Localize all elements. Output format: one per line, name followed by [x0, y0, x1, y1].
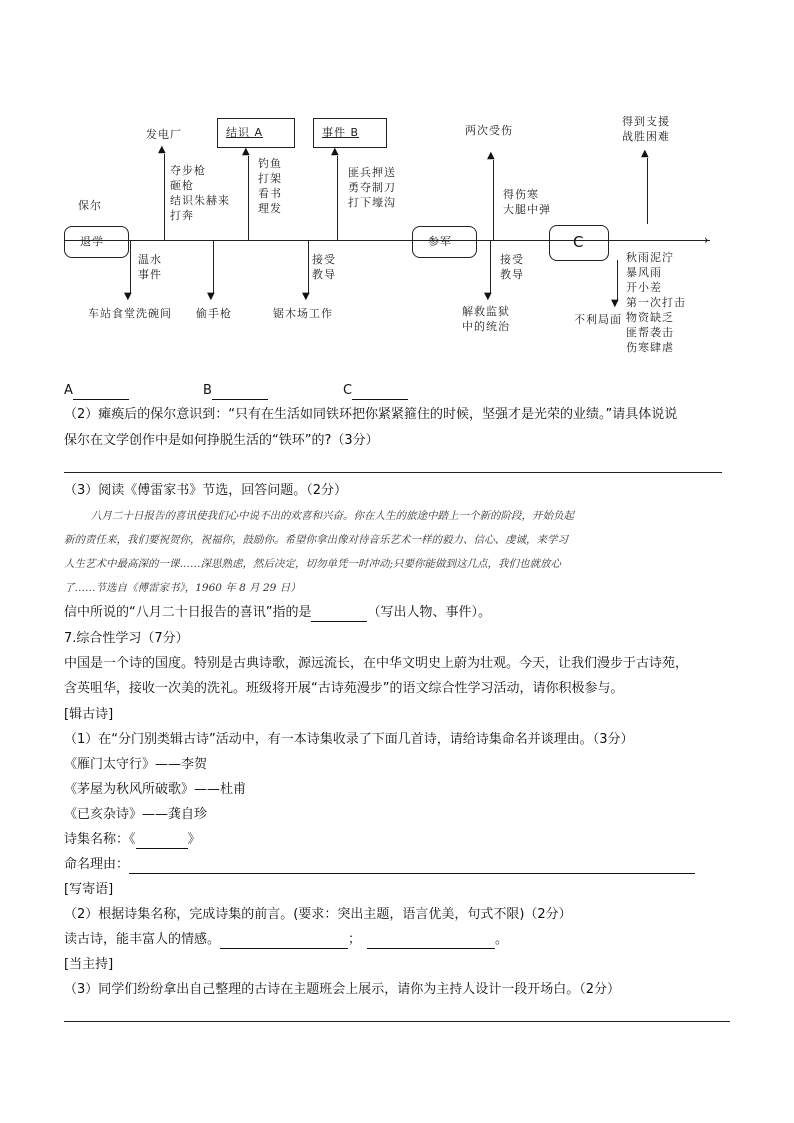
label-paul: 保尔: [78, 199, 102, 212]
arrow-down: [490, 241, 491, 293]
node-army-label: 参军: [428, 235, 452, 248]
label-difficulties: 秋雨泥泞 暴风雨 开小差 第一次打击 物资缺乏 匪帮袭击 伤寒肆虐: [626, 251, 686, 354]
arrow-up-icon: ▲: [331, 146, 339, 157]
preface-row: [64, 931, 508, 949]
label-station: 车站食堂洗碗间: [88, 307, 172, 320]
q3-passage-line3: 人生艺术中最高深的一课……深思熟虑，然后决定，切勿单凭一时冲动;只要你能做到这几点，我们也就放心: [64, 558, 562, 570]
poem-1: 《雁门太守行》——李贺: [64, 757, 208, 772]
q7-section-collect: [辑古诗]: [64, 707, 114, 722]
label-unfavorable: 不利局面: [574, 313, 622, 326]
q7-section-write: [写寄语]: [64, 882, 114, 897]
arrow-up: [647, 158, 648, 224]
arrow-down-icon: ▼: [124, 291, 132, 302]
poem-3: 《已亥杂诗》——龚自珍: [64, 807, 208, 822]
arrow-down: [130, 241, 131, 293]
collection-name-blank[interactable]: [136, 834, 188, 849]
q7-answer-line[interactable]: [64, 1021, 730, 1022]
preface-lead: 读古诗，能丰富人的情感。: [64, 932, 221, 947]
q3-question: [64, 604, 491, 622]
arrow-up-icon: ▲: [487, 150, 495, 161]
arrow-down-icon: ▼: [302, 291, 310, 302]
label-escort: 匪兵押送 勇夺制刀 打下壕沟: [348, 166, 396, 209]
naming-reason-blank[interactable]: [129, 859, 695, 874]
label-injured-twice: 两次受伤: [465, 124, 513, 137]
preface-blank-2[interactable]: [367, 934, 495, 949]
q3-passage-line2: 新的责任来，我们要祝贺你，祝福你，鼓励你。希望你拿出像对待音乐艺术一样的毅力、信心、虔诚，来学习: [64, 534, 568, 546]
preface-separator: ；: [348, 932, 362, 947]
answer-c-blank[interactable]: [352, 385, 408, 400]
q7-intro-line1: 中国是一个诗的国度。特别是古典诗歌，源远流长，在中华文明史上蔚为壮观。今天，让我们漫步于古诗苑，: [64, 656, 689, 671]
arrow-up-icon: ▲: [158, 144, 166, 155]
axis-arrow-icon: ›: [704, 233, 709, 247]
arrow-down: [213, 241, 214, 293]
q2-line1: （2）瘫痪后的保尔意识到：“只有在生活如同铁环把你紧紧箍住的时候，坚强才是光荣的业绩。”请具体说说: [64, 407, 678, 422]
q3-passage-line4: 了……节选自《傅雷家书》，1960 年 8 月 29 日）: [64, 582, 301, 594]
preface-blank-1[interactable]: [220, 934, 348, 949]
answer-b-blank[interactable]: [212, 385, 268, 400]
q7-section-host: [当主持]: [64, 957, 114, 972]
arrow-down: [617, 260, 618, 300]
collection-name-row: [64, 831, 201, 849]
naming-reason-label: 命名理由：: [64, 857, 130, 872]
q7-title: 7.综合性学习（7分）: [64, 631, 189, 646]
answer-c: [343, 382, 408, 400]
label-support: 得到支援 战胜困难: [622, 115, 670, 143]
q7-intro-line2: 含英咀华，接收一次美的洗礼。班级将开展“古诗苑漫步”的语文综合性学习活动，请你积极参与。: [64, 681, 624, 696]
timeline-axis: [64, 240, 710, 241]
label-education-2: 接受 教导: [500, 253, 524, 281]
box-b-label: 事件 B: [322, 126, 360, 139]
q3-passage-line1: 八月二十日报告的喜讯使我们心中说不出的欢喜和兴奋。你在人生的旅途中踏上一个新的阶段，开始负起: [91, 510, 574, 522]
q2-line2: 保尔在文学创作中是如何挣脱生活的“铁环”的?（3分）: [64, 433, 379, 448]
label-steal-pistol: 偷手枪: [196, 307, 232, 320]
label-steal-gun: 夺步枪 砸枪 结识朱赫来 打奔: [170, 164, 230, 222]
q7-sub1: （1）在“分门别类辑古诗”活动中，有一本诗集收录了下面几首诗，请给诗集命名并谈理由。（3分）: [64, 732, 634, 747]
label-typhoid: 得伤寒 大腿中弹: [503, 188, 551, 216]
arrow-up: [337, 156, 338, 240]
arrow-down-icon: ▼: [484, 291, 492, 302]
q3-question-suffix: （写出人物、事件）。: [367, 605, 491, 620]
answer-c-label: C: [343, 383, 353, 398]
preface-end: 。: [495, 932, 509, 947]
label-prison: 解救监狱 中的统治: [462, 305, 510, 333]
answer-a-blank[interactable]: [73, 385, 129, 400]
answer-a: [64, 382, 129, 400]
label-education-1: 接受 教导: [312, 253, 336, 281]
answer-b: [203, 382, 268, 400]
label-power-plant: 发电厂: [146, 128, 182, 141]
node-quit-label: 退学: [80, 235, 104, 248]
q3-answer-blank[interactable]: [311, 607, 367, 622]
collection-name-label: 诗集名称：《: [64, 832, 136, 847]
arrow-up-icon: ▲: [242, 146, 250, 157]
arrow-down-icon: ▼: [611, 298, 619, 309]
label-fishing: 钓鱼 打架 看书 理发: [258, 157, 282, 215]
box-a-label: 结识 A: [226, 126, 264, 139]
answer-a-label: A: [64, 383, 73, 398]
poem-2: 《茅屋为秋风所破歌》——杜甫: [64, 782, 247, 797]
label-sawmill: 锯木场工作: [273, 307, 333, 320]
q7-sub2: （2）根据诗集名称，完成诗集的前言。(要求：突出主题，语言优美，句式不限)（2分）: [64, 907, 572, 922]
q7-sub3: （3）同学们纷纷拿出自己整理的古诗在主题班会上展示，请你为主持人设计一段开场白。（2分）: [64, 982, 621, 997]
answer-b-label: B: [203, 383, 212, 398]
collection-name-close: 》: [187, 832, 201, 847]
node-c-label: C: [573, 233, 584, 251]
arrow-up: [248, 156, 249, 240]
q2-answer-line[interactable]: [64, 472, 722, 473]
arrow-down: [308, 241, 309, 293]
arrow-up-icon: ▲: [641, 148, 649, 159]
q3-question-text: 信中所说的“八月二十日报告的喜讯”指的是: [64, 605, 312, 620]
arrow-up: [493, 160, 494, 240]
label-water: 温水 事件: [138, 253, 162, 281]
naming-reason-row: [64, 856, 695, 874]
q3-title: （3）阅读《傅雷家书》节选，回答问题。（2分）: [64, 483, 348, 498]
arrow-down-icon: ▼: [207, 291, 215, 302]
arrow-up: [164, 154, 165, 240]
